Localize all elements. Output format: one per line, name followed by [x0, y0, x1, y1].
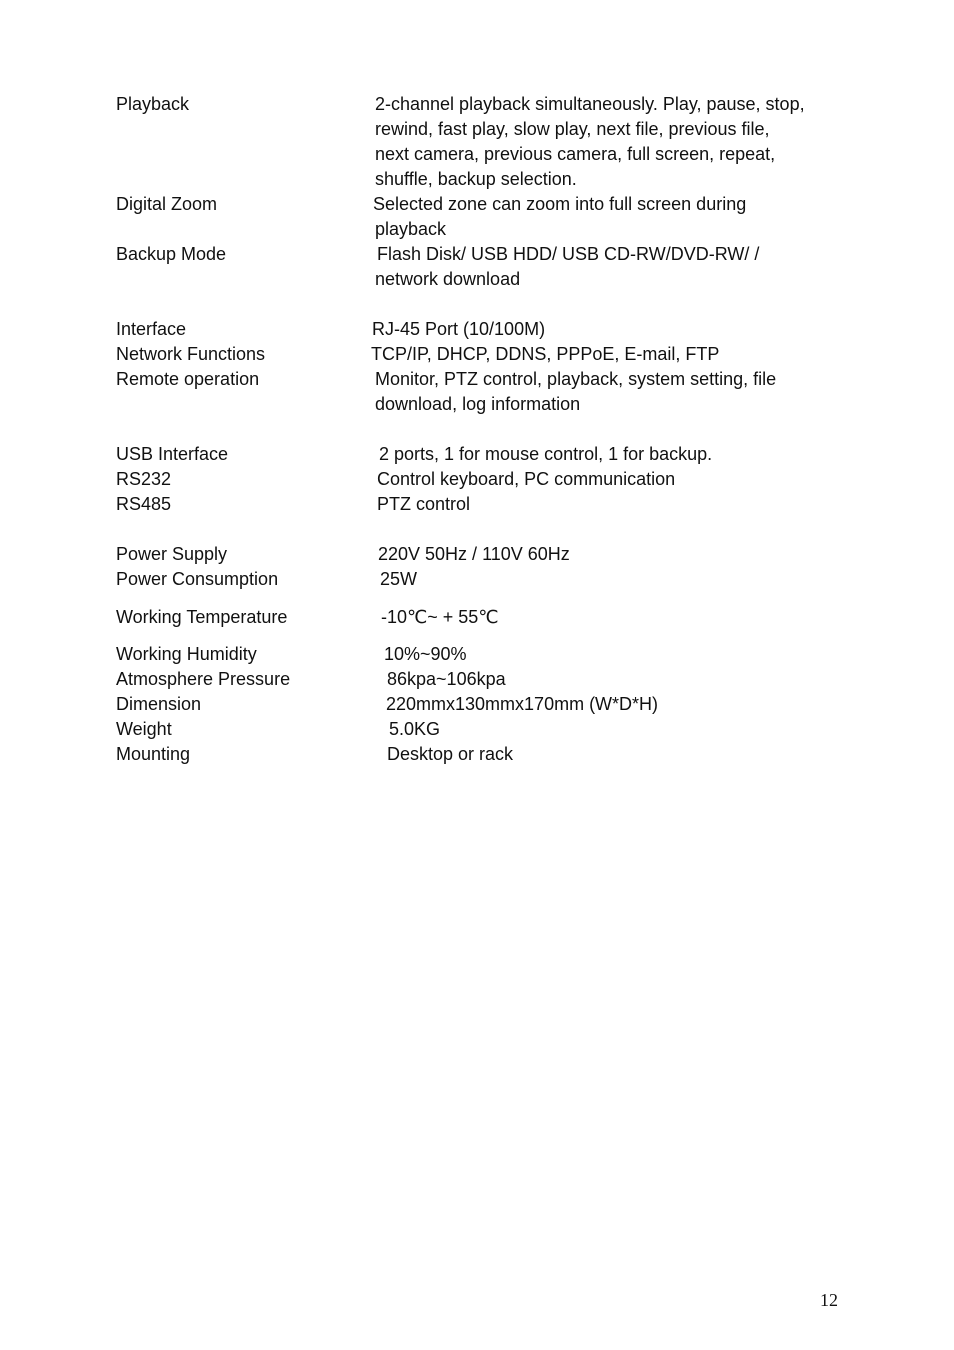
- spec-value: 220V 50Hz / 110V 60Hz: [378, 544, 570, 564]
- page-number: 12: [820, 1290, 838, 1310]
- spec-label: Digital Zoom: [116, 194, 218, 214]
- spec-value: PTZ control: [377, 494, 471, 514]
- spec-value-line: download, log information: [375, 394, 581, 414]
- spec-value-line: next camera, previous camera, full screen, repeat,: [375, 144, 776, 164]
- spec-value: [373, 192, 746, 242]
- spec-label: Backup Mode: [116, 244, 227, 264]
- spec-value: 86kpa~106kpa: [387, 669, 506, 689]
- spec-value-line: shuffle, backup selection.: [375, 169, 577, 189]
- spec-value: 2 ports, 1 for mouse control, 1 for backup.: [379, 444, 713, 464]
- spec-value: 10%~90%: [384, 644, 467, 664]
- spec-value-line: 2-channel playback simultaneously. Play, pause, stop,: [375, 94, 805, 114]
- spec-value: [375, 92, 805, 192]
- spec-label: Playback: [116, 94, 190, 114]
- spec-label: Power Supply: [116, 544, 228, 564]
- spec-value: Control keyboard, PC communication: [377, 469, 676, 489]
- spec-label: Mounting: [116, 744, 191, 764]
- spec-value-line: rewind, fast play, slow play, next file, previous file,: [375, 119, 770, 139]
- spec-value: TCP/IP, DHCP, DDNS, PPPoE, E-mail, FTP: [371, 344, 720, 364]
- spec-label: RS485: [116, 494, 172, 514]
- spec-label: Remote operation: [116, 369, 260, 389]
- spec-label: Weight: [116, 719, 172, 739]
- spec-value-line: playback: [375, 219, 447, 239]
- spec-label: Atmosphere Pressure: [116, 669, 291, 689]
- spec-label: Interface: [116, 319, 187, 339]
- spec-value: 220mmx130mmx170mm (W*D*H): [386, 694, 659, 714]
- spec-label: USB Interface: [116, 444, 229, 464]
- spec-value-line: Flash Disk/ USB HDD/ USB CD-RW/DVD-RW/ /: [377, 244, 760, 264]
- spec-value: RJ-45 Port (10/100M): [372, 319, 546, 339]
- spec-label: Network Functions: [116, 344, 266, 364]
- spec-label: RS232: [116, 469, 172, 489]
- spec-value: [375, 367, 776, 417]
- spec-value: Desktop or rack: [387, 744, 514, 764]
- spec-label: Working Humidity: [116, 644, 257, 664]
- spec-label: Dimension: [116, 694, 202, 714]
- spec-value: 5.0KG: [389, 719, 441, 739]
- spec-value-line: network download: [375, 269, 521, 289]
- spec-label: Working Temperature: [116, 607, 288, 627]
- spec-value: [375, 242, 759, 292]
- spec-value-line: Selected zone can zoom into full screen during: [373, 194, 747, 214]
- spec-value: -10℃~ + 55℃: [381, 607, 499, 627]
- spec-value-line: Monitor, PTZ control, playback, system setting, file: [375, 369, 777, 389]
- spec-value: 25W: [380, 569, 418, 589]
- spec-label: Power Consumption: [116, 569, 279, 589]
